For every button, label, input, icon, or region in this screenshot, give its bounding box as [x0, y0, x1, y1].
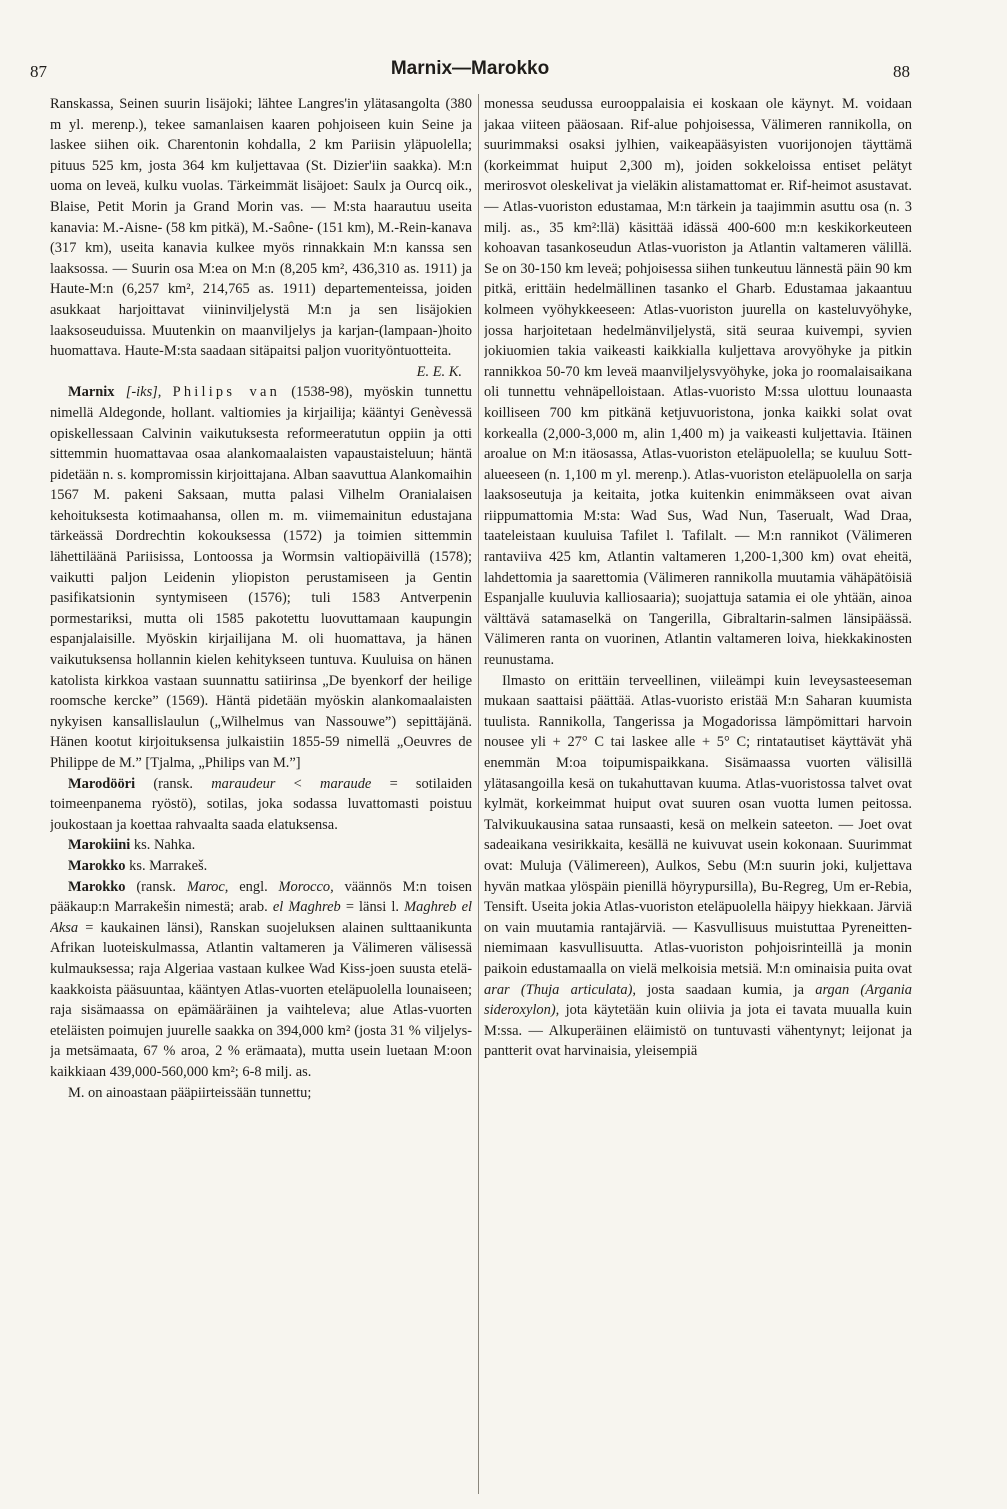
- headword-marokiini: Marokiini: [68, 837, 131, 854]
- cross-reference: ks. Nahka.: [133, 837, 196, 854]
- entry-text: = länsi l.: [345, 899, 400, 916]
- page-number-left: 87: [30, 62, 47, 81]
- entry-text: josta saadaan kumia, ja: [647, 981, 804, 998]
- entry-marokiini: [50, 835, 472, 856]
- etymology-term: maraudeur: [211, 775, 276, 792]
- paragraph-climate: [484, 671, 912, 1062]
- etymology-term: el Maghreb: [272, 899, 341, 916]
- species-name: arar (Thuja articulata),: [484, 981, 636, 998]
- entry-text: Ilmasto on erittäin terveellinen, viileämpi kuin leveysasteeseman mukaan saattaisi päättää. Atlas-vuoristo eristää M:n Saharan kuumista tuulista. Rannikolla, Tangerissa ja Mogadorissa lämpömittari harvoin nousee yli + 27° C tai laskee alle + 5° C; rintatautiset käyttävät yhä enemmän M:oa toipumispaikkana. Sisämaassa vuorten välisillä ylätasangoilla kesä on tukahuttavan kuuma. Atlas-vuoristossa talvet ovat kylmät, korkeimmat huiput ovat suuren osan vuotta lumen peitossa. Talvikuukausina sataa runsaasti, kesä on melkein sateeton. — Joet ovat sadeaikana vesirikkaita, kesällä ne kuivuvat usein kokonaan. Suurimmat ovat: Muluja (Välimereen), Aulkos, Sebu (M:n suurin joki, kuljettava hyvän matkaa ylöspäin pienillä höyrypursilla), Bu-Regreg, Um er-Rebia, Tensift. Useita jokia Atlas-vuoriston eteläpuolella häipyy hiekkaan. Järviä on vain muutamia rantajärviä. — Kasvullisuus muistuttaa Pyreneitten-niemimaan kasvullisuutta. Atlas-vuoriston pohjoisrinteillä ja monin paikoin edustamaalla on vielä melkoisia metsiä. M:n ominaisia puita ovat: [484, 672, 912, 977]
- headword-marnix: Marnix: [68, 384, 115, 401]
- entry-text: (ransk.: [153, 775, 194, 792]
- entry-text: (ransk.: [136, 878, 177, 895]
- right-column: [484, 94, 912, 1500]
- entry-marokko-ref: [50, 856, 472, 877]
- headword-marodoori: Marodööri: [68, 775, 136, 792]
- entry-marodoori: [50, 774, 472, 836]
- entry-marokko: [50, 877, 472, 1083]
- etymology-term: Maroc,: [186, 878, 229, 895]
- etymology-term: Maghreb el Aksa: [50, 899, 472, 936]
- entry-text: jota käytetään kuin oliivia ja jota ei tavata muualla kuin M:ssa. — Alkuperäinen eläimistö on tuntuvasti vähentynyt; leijonat ja pantterit ovat harvinaisia, yleisempiä: [484, 1002, 912, 1060]
- headword-marokko: Marokko: [68, 878, 126, 895]
- etymology-symbol: <: [293, 775, 302, 792]
- cross-reference: ks. Marrakeš.: [129, 857, 208, 874]
- etymology-term: Morocco,: [278, 878, 334, 895]
- pronunciation: [-iks],: [125, 384, 162, 401]
- paragraph: monessa seudussa eurooppalaisia ei koskaan ole käynyt. M. voidaan jakaa viiteen pääosaan. Rif-alue pohjoisessa, Välimeren rannikolla, on suurimmaksi osaksi jylhien, vaikeapääsyisten vuorijonojen täyttämä (korkeimmat huiput 2,300 m), joiden sokkeloissa entiset pelätyt merirosvot oleskelivat ja vieläkin alistamattomat er. Rif-heimot asustavat. — Atlas-vuoriston edustamaa, M:n tärkein ja taajimmin asuttu osa (n. 3 milj. as., 35 km²:llä) käsittää idässä 400-600 m:n keskikorkeuteen kohoavan tasankoseudun Atlas-vuoriston ja Atlantin valtameren välillä. Se on 30-150 km leveä; pohjoisessa siihen tunkeutuu lännestä päin 90 km pitkä, erittäin hedelmällinen tasanko el Gharb. Edustamaa jakaantuu kolmeen vyöhykkeeseen: Atlas-vuoriston juurella on kasteluvyöhyke, jossa harjoitetaan hedelmänviljelystä, sitä seuraa kuivempi, syvien jokiuomien takia vaikeasti kaikkialla kuljettava arovyöhyke ja pitkin rannikkoa 50-70 km leveä maanviljelysvyöhyke, joka jo roomalaisaikana oli tunnettu vehnäpelloistaan. Atlas-vuoristo M:ssa ulottuu lounaasta koilliseen 700 km pitkänä ketjuvuoristona, jonka kaikki solat ovat korkealla (2,000-3,000 m, alin 1,400 m) ja vaikeasti kuljettavia. Itäinen aroalue on M:n itäosassa, Atlas-vuoriston eteläpuolella; se kuuluu Sott-alueeseen (n. 1,100 m yl. merenp.). Atlas-vuoriston eteläpuolella on sarja laaksoseutuja ja keitaita, jotka kuitenkin enimmäkseen ovat aivan riippumattomia M:sta: Wad Sus, Wad Nun, Taserualt, Wad Draa, taateleistaan kuuluisa Tafilet l. Tafilalt. — M:n rannikot (Välimeren rantaviiva 425 km, Atlantin valtameren 1,200-1,300 km) ovat eheitä, lahdettomia ja saarettomia (Välimeren rannikolla muutamia vähäpätöisiä Espanjalle kuuluvia kalliosaaria); suojattuja satamia ei ole yhtään, ainoa välttävä satamaselkä on Tangerilla, Gibraltarin-salmen länsipäässä. Välimeren ranta on vuorinen, Atlantin valtameren loiva, hiekkakinosten reunustama.: [484, 96, 912, 669]
- entry-text: engl.: [239, 878, 268, 895]
- column-divider: [478, 94, 479, 1494]
- etymology-term: maraude: [320, 775, 372, 792]
- paragraph: M. on ainoastaan pääpiirteissään tunnettu;: [68, 1084, 312, 1101]
- left-column: [50, 94, 472, 1500]
- person-name: Philips van: [172, 384, 280, 401]
- entry-text: = sotilaiden toimeenpanema ryöstö), sotilas, joka sodassa luvattomasti poistuu joukostaan ja koettaa rahvaalta saada elatuksensa.: [50, 775, 472, 833]
- entry-marnix: [50, 382, 472, 773]
- page-number-right: 88: [893, 62, 910, 81]
- entry-text: väännös M:n toisen pääkaup:n Marrakešin nimestä; arab.: [50, 878, 472, 916]
- entry-text: = kaukainen länsi), Ranskan suojeluksen alainen sulttaanikunta Afrikan luoteiskulmassa, Atlantin valtameren ja Välimeren välisessä kulmauksessa; raja Algeriaa vastaan kulkee Wad Kiss-joen suusta etelä-kaakkoista pääsuuntaa, kääntyen Atlas-vuorten eteläpuolella lounaiseen; raja sisämaassa on epämääräinen ja vaihteleva; alue Atlas-vuorten eteläisten poimujen juurelle saakka on 394,000 km² (josta 31 % viljelys- ja metsämaata, 67 % aroa, 2 % erämaata), mutta usein luetaan M:oon kaikkiaan 439,000-560,000 km²; 6-8 milj. as.: [50, 919, 472, 1080]
- headword-marokko: Marokko: [68, 857, 126, 874]
- marne-article-body: Ranskassa, Seinen suurin lisäjoki; lähtee Langres'in ylätasangolta (380 m yl. merenp.), tekee samanlaisen kaaren pohjoiseen kuin Seine ja laskee siihen oik. Charentonin kohdalla, 2 km Pariisin yläpuolella; pituus 525 km, josta 364 km kuljettavaa (St. Dizier'iin saakka). M:n uoma on leveä, kulku vuolas. Tärkeimmät lisäjoet: Saulx ja Ourcq oik., Blaise, Petit Morin ja Grand Morin vas. — M:sta haarautuu useita kanavia: M.-Aisne- (58 km pitkä), M.-Saône- (151 km), M.-Rein-kanava (317 km), useita kanavia kulkee myös rinnakkain M:n kanssa sen laaksossa. — Suurin osa M:ea on M:n (8,205 km², 436,310 as. 1911) ja Haute-M:n (6,257 km², 214,765 as. 1911) departementeissa, joiden asukkaat harjoittavat viininviljelystä M:n ja sen lisäjokien laaksoseuduissa. Muutenkin on maanviljelys ja karjan-(lampaan-)hoito huomattava. Haute-M:sta saadaan sitäpaitsi paljon vuorityöntuotteita.: [50, 96, 472, 360]
- entry-text: (1538-98), myöskin tunnettu nimellä Aldegonde, hollant. valtiomies ja kirjailija; kääntyi Genèvessä opiskellessaan Calvinin vaikutuksesta reformeeratutun oppiin ja otti sittemmin huomattavaa osaa alankomaalaisten vapaustaisteluun; häntä pidetään n. s. kompromissin kirjoittajana. Alban saavuttua Alankomaihin 1567 M. pakeni Saksaan, mutta palasi Vilhelm Oranialaisen kehoituksesta kotimaahansa, ollen m. m. viimemainitun edustajana tärkeässä Dordrechtin kokouksessa (1572) ja toimien sittemmin lähettiläänä Pariisissa, Lontoossa ja Wormsin valtiopäivillä (1578); vaikutti paljon Leidenin yliopiston perustamiseen ja Gentin pasifikatsionin syntymiseen (1576); tuli 1583 Antverpenin pormestariksi, mutta oli 1585 pakotettu luovuttamaan kaupungin espanjalaisille. Myöskin kirjailijana M. oli huomattava, ja hänen vaikutuksensa hollannin kielen kehitykseen tuntuva. Kuuluisa on hänen katolista kirkkoa vastaan suunnattu satiirinsa „De byenkorf der heilige roomsche kercke” (1569). Häntä pidetään myöskin alankomaalaisten nykyisen kansallislaulun („Wilhelmus van Nassouwe”) sepittäjänä. Hänen kootut kirjoituksensa julkaistiin 1855-59 nimellä „Oeuvres de Philippe de M.” [Tjalma, „Philips van M.”]: [50, 384, 472, 771]
- species-name: argan (Argania sideroxylon),: [484, 981, 912, 1019]
- running-head: Marnix—Marokko: [390, 58, 550, 79]
- author-signature: E. E. K.: [416, 363, 462, 380]
